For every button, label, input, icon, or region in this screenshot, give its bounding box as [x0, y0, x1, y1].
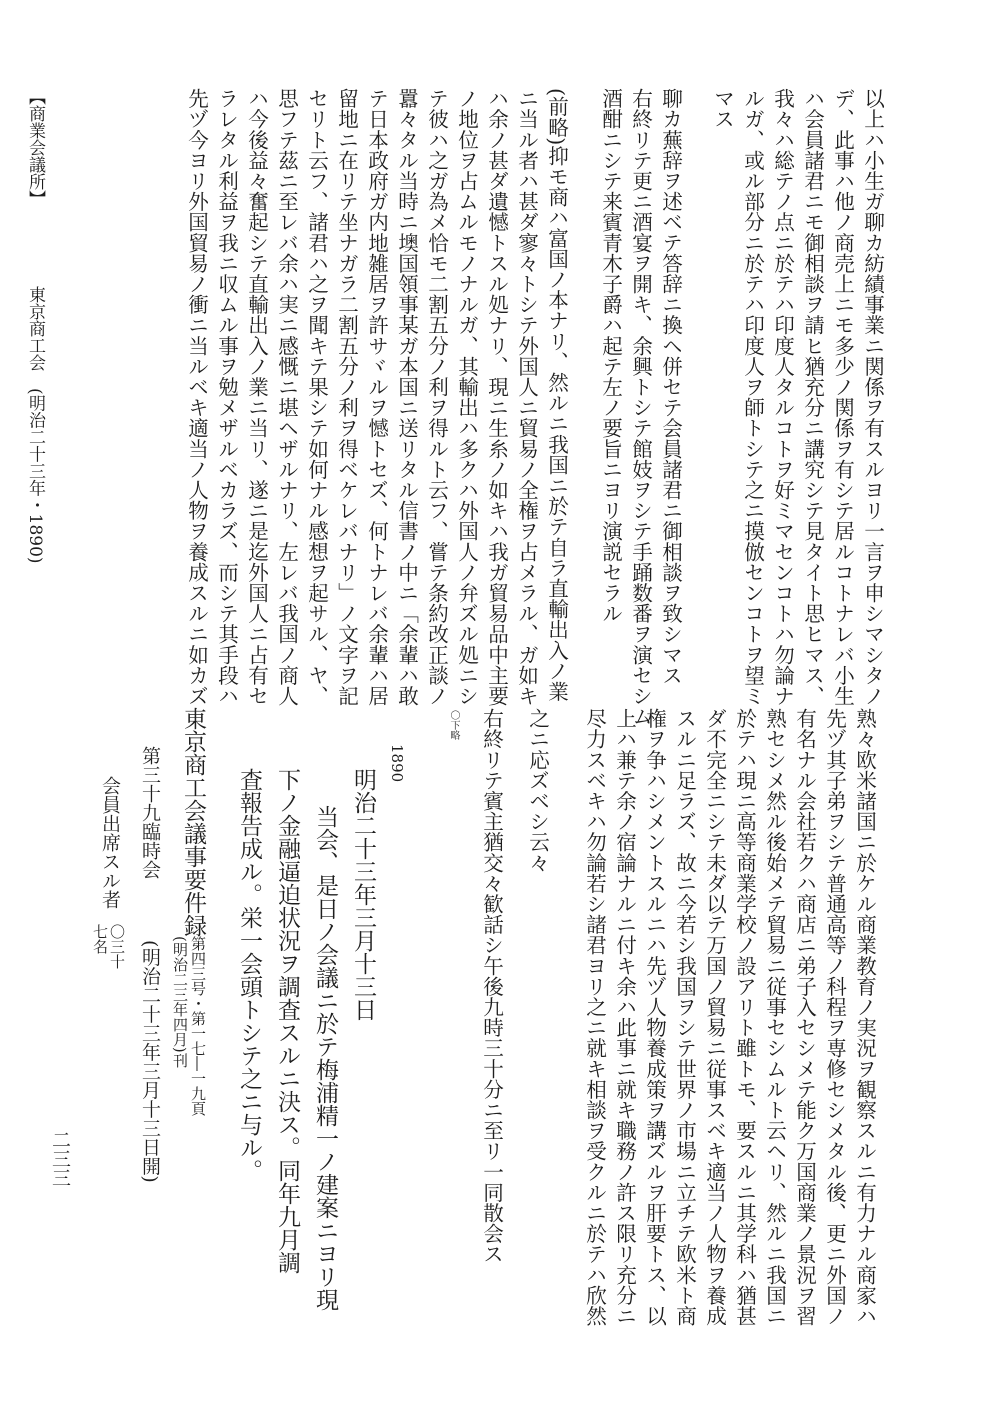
upper-line: 思フテ茲ニ至レバ余ハ実ニ感慨ニ堪ヘザルナリ、左レバ我国ノ商人	[274, 88, 299, 706]
lower-line: ダ不完全ニシテ未ダ以テ万国ノ貿易ニ従事スベキ適当ノ人物ヲ養成	[702, 708, 727, 1326]
upper-line: ノ地位ヲ占ムルモノナルガ、其輸出ハ多クハ外国人ノ弁ズル処ニシ	[454, 88, 479, 706]
upper-line: ハ今後益々奮起シテ直輸出入ノ業ニ当リ、遂ニ是迄外国人ニ占有セ	[244, 88, 269, 706]
lower-line: 権ヲ争ハシメントスルニハ先ヅ人物養成策ヲ講ズルヲ肝要トス、以	[642, 708, 667, 1326]
upper-line: 先ヅ今ヨリ外国貿易ノ衝ニ当ルベキ適当ノ人物ヲ養成スルニ如カズ	[184, 88, 209, 706]
upper-line: ハ会員諸君ニモ御相談ヲ請ヒ猶充分ニ講究シテ見タイト思ヒマス、	[800, 88, 825, 706]
lower-line: 熟々欧米諸国ニ於ケル商業教育ノ実況ヲ観察スルニ有力ナル商家ハ	[852, 708, 877, 1326]
source-issue: 第四三号・第一七―一九頁	[189, 936, 207, 1116]
upper-line: デ、此事ハ他ノ商売上ニモ多少ノ関係ヲ有シテ居ルコトナレバ小生	[830, 88, 855, 706]
attendance-label: 会員出席スル者	[99, 776, 121, 909]
upper-line: 我々ハ総テノ点ニ於テハ印度人タルコトヲ好ミマセンコトハ勿論ナ	[770, 88, 795, 706]
lower-line: 之ニ応ズベシ云々	[525, 708, 550, 873]
page-number: 二三三	[49, 1130, 71, 1187]
lower-line: 熟セシメ然ル後始メテ貿易ニ従事セシムルト云ヘリ、然ルニ我国ニ	[762, 708, 787, 1326]
upper-line: 囂々タル当時ニ墺国領事某ガ本国ニ送リタル信書ノ中ニ「余輩ハ敢	[394, 88, 419, 706]
record-body-line-1: 当会、是日ノ会議ニ於テ梅浦精一ノ建案ニヨリ現	[312, 805, 338, 1311]
lower-line: 有名ナル会社若クハ商店ニ弟子入セシメテ能ク万国商業ノ景況ヲ習	[792, 708, 817, 1326]
upper-line: 酒酣ニシテ来賓青木子爵ハ起テ左ノ要旨ニヨリ演説セラル	[598, 88, 623, 624]
header-org-era: 東京商工会 (明治二十三年・1890)	[25, 286, 45, 564]
upper-line: テ彼ハ之ガ為メ恰モ二割五分ノ利ヲ得ルト云フ、嘗テ条約改正談ノ	[424, 88, 449, 706]
lower-line: 上ハ兼テ余ノ宿論ナルニ付キ余ハ此事ニ就キ職務ノ許ス限リ充分ニ	[612, 708, 637, 1326]
upper-line: テ日本政府ガ内地雑居ヲ許サヾルヲ憾トセズ、何トナレバ余輩ハ居	[364, 88, 389, 706]
attendance-count-1: 〇三十	[108, 924, 126, 969]
upper-line: ニ当ル者ハ甚ダ寥々トシテ外国人ニ貿易ノ全権ヲ占メラル、ガ如キ	[514, 88, 539, 706]
meeting-name: 第三十九臨時会	[139, 746, 161, 879]
lower-line: 先ヅ其子弟ヲシテ普通高等ノ科程ヲ専修セシメタル後、更ニ外国ノ	[822, 708, 847, 1326]
upper-line: ラレタル利益ヲ我ニ収ムル事ヲ勉メザルベカラズ、而シテ其手段ハ	[214, 88, 239, 706]
upper-line: 聊カ蕪辞ヲ述ベテ答辞ニ換ヘ併セテ会員諸君ニ御相談ヲ致シマス	[658, 88, 683, 686]
lower-line: 尽力スベキハ勿論若シ諸君ヨリ之ニ就キ相談ヲ受クルニ於テハ欣然	[582, 708, 607, 1326]
upper-line: ハ余ノ甚ダ遺憾トスル処ナリ、現ニ生糸ノ如キハ我ガ貿易品中主要	[484, 88, 509, 706]
lower-line: スルニ足ラズ、故ニ今若シ我国ヲシテ世界ノ市場ニ立チテ欧米ト商	[672, 708, 697, 1326]
record-body-line-3: 査報告成ル。栄一会頭トシテ之ニ与ル。	[236, 768, 262, 1182]
record-date: 明治二十三年三月十三日	[350, 768, 376, 1021]
lower-line: 於テハ現ニ高等商業学校ノ設アリト雖トモ、要スルニ其学科ハ猶甚	[732, 708, 757, 1326]
upper-line: セリト云フ、諸君ハ之ヲ聞キテ果シテ如何ナル感想ヲ起サル、ヤ、	[304, 88, 329, 706]
meeting-date: (明治二十三年三月十三日開)	[139, 940, 161, 1183]
upper-line: 右終リテ更ニ酒宴ヲ開キ、余興トシテ館妓ヲシテ手踊数番ヲ演セシム	[628, 88, 653, 727]
upper-line: (前略)抑モ商ハ富国ノ本ナリ、然ルニ我国ニ於テ自ラ直輸出入ノ業	[544, 88, 569, 702]
record-body-line-2: 下ノ金融逼迫状況ヲ調査スルニ決ス。同年九月調	[274, 768, 300, 1274]
upper-line: ルガ、或ル部分ニ於テハ印度人ヲ師トシテ之ニ摸倣センコトヲ望ミ	[740, 88, 765, 706]
omission-mark: 〇下略	[448, 710, 459, 740]
attendance-count-2: 七名	[91, 924, 109, 954]
closing-line: 右終リテ賓主猶交々歓話シ午後九時三十分ニ至リ一同散会ス	[479, 708, 504, 1265]
source-title: 東京商工会議事要件録	[180, 707, 206, 937]
source-pub: (明治二三年四月)刊	[171, 936, 189, 1068]
record-year: 1890	[388, 744, 406, 783]
upper-line: 留地ニ在リテ坐ナガラ二割五分ノ利ヲ得ベケレバナリ」ノ文字ヲ記	[334, 88, 359, 706]
upper-line: マス	[710, 88, 735, 130]
upper-line: 以上ハ小生ガ聊カ紡績事業ニ関係ヲ有スルヨリ一言ヲ申シマシタノ	[860, 88, 885, 706]
section-label: 【商業会議所】	[25, 88, 45, 207]
